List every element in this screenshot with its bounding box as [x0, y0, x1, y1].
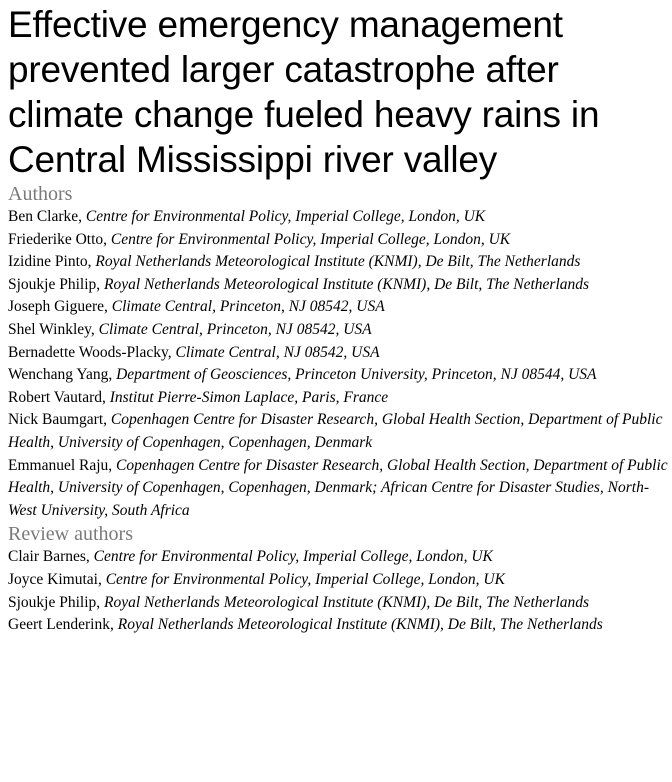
review-author-entry: Joyce Kimutai, Centre for Environmental Policy, Imperial College, London, UK — [8, 570, 505, 588]
author-affiliation: Climate Central, NJ 08542, USA — [175, 343, 380, 361]
author-affiliation: Centre for Environmental Policy, Imperial College, London, UK — [110, 230, 511, 248]
author-affiliation: Climate Central, Princeton, NJ 08542, USA — [111, 298, 385, 316]
review-author-affiliation: Centre for Environmental Policy, Imperial College, London, UK — [105, 570, 505, 588]
author-entry: Robert Vautard, Institut Pierre-Simon Laplace, Paris, France — [8, 388, 389, 406]
author-name: Nick Baumgart — [8, 411, 104, 429]
author-affiliation: Royal Netherlands Meteorological Institute (KNMI), De Bilt, The Netherlands — [104, 275, 590, 293]
author-name: Robert Vautard — [8, 388, 102, 406]
author-affiliation: Royal Netherlands Meteorological Institute (KNMI), De Bilt, The Netherlands — [95, 253, 581, 271]
authors-list — [8, 206, 668, 522]
authors-heading: Authors — [8, 183, 73, 205]
author-affiliation: Institut Pierre-Simon Laplace, Paris, France — [109, 388, 389, 406]
author-entry: Ben Clarke, Centre for Environmental Policy, Imperial College, London, UK — [8, 208, 486, 225]
review-author-affiliation: Centre for Environmental Policy, Imperial College, London, UK — [93, 548, 493, 566]
author-name: Sjoukje Philip — [8, 275, 97, 293]
author-affiliation: Copenhagen Centre for Disaster Research, Global Health Section, Department of Public Health, University of Copenhagen, Copenhagen, Denmark — [8, 411, 663, 451]
page-title: Effective emergency management prevented larger catastrophe after climate change fueled heavy rains in Central Mississippi river valley — [8, 4, 600, 180]
author-name: Emmanuel Raju — [8, 456, 109, 474]
review-author-name: Clair Barnes — [8, 548, 86, 566]
author-entry: Nick Baumgart, Copenhagen Centre for Disaster Research, Global Health Section, Department of Public Health, University of Copenhagen, Copenhagen, Denmark — [8, 411, 663, 451]
author-name: Bernadette Woods-Placky — [8, 343, 168, 361]
author-entry: Sjoukje Philip, Royal Netherlands Meteorological Institute (KNMI), De Bilt, The Netherlands — [8, 275, 590, 293]
author-name: Izidine Pinto — [8, 253, 88, 271]
author-name: Wenchang Yang — [8, 366, 109, 384]
author-entry: Wenchang Yang, Department of Geosciences, Princeton University, Princeton, NJ 08544, USA — [8, 366, 597, 384]
review-author-name: Joyce Kimutai — [8, 570, 98, 588]
author-entry: Friederike Otto, Centre for Environmental Policy, Imperial College, London, UK — [8, 230, 511, 248]
review-author-affiliation: Royal Netherlands Meteorological Institute (KNMI), De Bilt, The Netherlands — [104, 593, 590, 611]
author-entry: Izidine Pinto, Royal Netherlands Meteorological Institute (KNMI), De Bilt, The Netherlands — [8, 253, 581, 271]
author-name: Friederike Otto — [8, 230, 104, 248]
author-entry: Shel Winkley, Climate Central, Princeton, NJ 08542, USA — [8, 320, 372, 338]
review-author-entry: Sjoukje Philip, Royal Netherlands Meteorological Institute (KNMI), De Bilt, The Netherlands — [8, 593, 590, 611]
author-affiliation: Department of Geosciences, Princeton University, Princeton, NJ 08544, USA — [116, 366, 597, 384]
review-authors-list — [8, 546, 668, 636]
review-author-entry: Geert Lenderink, Royal Netherlands Meteorological Institute (KNMI), De Bilt, The Netherlands — [8, 616, 603, 634]
review-author-name: Geert Lenderink — [8, 616, 110, 634]
author-affiliation: Climate Central, Princeton, NJ 08542, USA — [98, 320, 372, 338]
review-author-affiliation: Royal Netherlands Meteorological Institute (KNMI), De Bilt, The Netherlands — [117, 616, 603, 634]
author-affiliation: Centre for Environmental Policy, Imperial College, London, UK — [85, 208, 486, 225]
review-authors-heading: Review authors — [8, 523, 133, 546]
author-name: Ben Clarke — [8, 208, 79, 225]
author-entry: Emmanuel Raju, Copenhagen Centre for Disaster Research, Global Health Section, Department of Public Health, University of Copenhagen, Copenhagen, Denmark; African Centre for Disaster Studies, North-West University, South Africa — [8, 456, 668, 519]
author-affiliation: Copenhagen Centre for Disaster Research, Global Health Section, Department of Public Health, University of Copenhagen, Copenhagen, Denmark; African Centre for Disaster Studies, North-West University, South Africa — [8, 456, 668, 519]
review-author-name: Sjoukje Philip — [8, 593, 97, 611]
author-entry: Bernadette Woods-Placky, Climate Central, NJ 08542, USA — [8, 343, 380, 361]
author-name: Shel Winkley — [8, 320, 91, 338]
document-page — [8, 0, 668, 637]
review-author-entry: Clair Barnes, Centre for Environmental Policy, Imperial College, London, UK — [8, 548, 493, 566]
author-entry: Joseph Giguere, Climate Central, Princeton, NJ 08542, USA — [8, 298, 385, 316]
author-name: Joseph Giguere — [8, 298, 104, 316]
